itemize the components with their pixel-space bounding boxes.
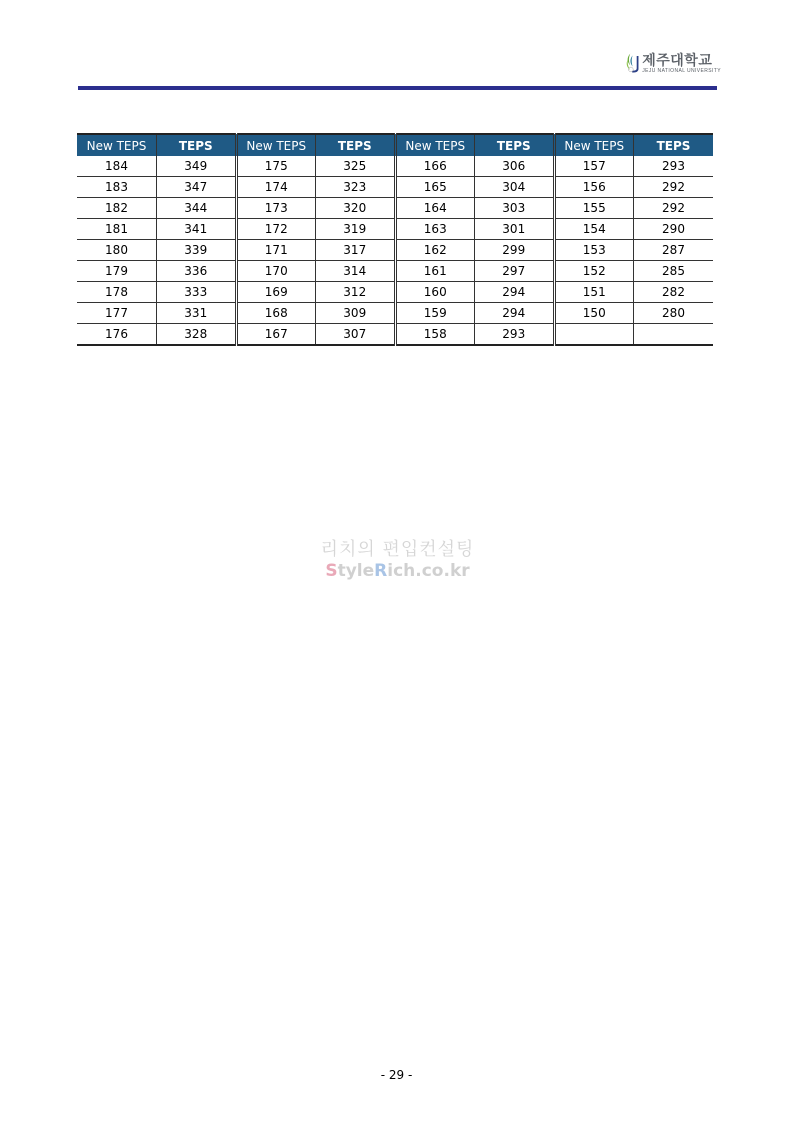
teps-conversion-table xyxy=(77,133,713,346)
table-row xyxy=(77,282,713,303)
table-row xyxy=(77,240,713,261)
table-cell: 299 xyxy=(475,240,555,261)
watermark xyxy=(315,535,480,581)
table-cell: 317 xyxy=(316,240,396,261)
watermark-letter-r: R xyxy=(374,561,388,581)
watermark-text: tyle xyxy=(337,561,375,581)
table-cell: 158 xyxy=(395,324,475,346)
table-cell: 319 xyxy=(316,219,396,240)
table-cell: 166 xyxy=(395,156,475,177)
table-cell: 294 xyxy=(475,282,555,303)
table-header-row xyxy=(77,134,713,156)
table-cell: 162 xyxy=(395,240,475,261)
table-cell: 156 xyxy=(554,177,634,198)
table-row xyxy=(77,198,713,219)
university-emblem-icon xyxy=(625,45,640,81)
table-cell: 150 xyxy=(554,303,634,324)
column-header: TEPS xyxy=(157,134,237,156)
column-header: New TEPS xyxy=(77,134,157,156)
table-cell: 304 xyxy=(475,177,555,198)
table-cell: 159 xyxy=(395,303,475,324)
table-cell: 175 xyxy=(236,156,316,177)
page-number: - 29 - xyxy=(380,1068,413,1082)
column-header: New TEPS xyxy=(236,134,316,156)
table-cell: 292 xyxy=(634,198,714,219)
watermark-line1: 리치의 편입컨설팅 xyxy=(320,539,475,560)
table-cell: 177 xyxy=(77,303,157,324)
column-header: New TEPS xyxy=(395,134,475,156)
table-cell: 153 xyxy=(554,240,634,261)
column-header: TEPS xyxy=(634,134,714,156)
table-cell: 163 xyxy=(395,219,475,240)
table-cell: 152 xyxy=(554,261,634,282)
table-cell: 174 xyxy=(236,177,316,198)
table-cell: 169 xyxy=(236,282,316,303)
table-cell: 178 xyxy=(77,282,157,303)
logo-korean-name: 제주대학교 xyxy=(642,52,713,68)
table-cell: 293 xyxy=(475,324,555,346)
header-rule xyxy=(78,86,717,90)
table-row xyxy=(77,324,713,346)
table-cell: 179 xyxy=(77,261,157,282)
table-cell: 333 xyxy=(157,282,237,303)
table-cell: 172 xyxy=(236,219,316,240)
table-row xyxy=(77,156,713,177)
table-cell: 280 xyxy=(634,303,714,324)
table-cell: 170 xyxy=(236,261,316,282)
table-cell: 347 xyxy=(157,177,237,198)
table-cell: 349 xyxy=(157,156,237,177)
table-cell: 312 xyxy=(316,282,396,303)
watermark-line2 xyxy=(315,561,480,581)
table-cell: 176 xyxy=(105,327,128,341)
table-cell: 341 xyxy=(157,219,237,240)
table-cell xyxy=(634,324,714,346)
table-cell: 331 xyxy=(157,303,237,324)
table-cell: 307 xyxy=(316,324,396,346)
table-cell: 180 xyxy=(77,240,157,261)
table-cell: 328 xyxy=(157,324,237,346)
column-header: TEPS xyxy=(316,134,396,156)
table-cell: 297 xyxy=(475,261,555,282)
table-cell: 173 xyxy=(236,198,316,219)
table-cell: 314 xyxy=(316,261,396,282)
university-logo xyxy=(625,44,721,82)
table-cell: 171 xyxy=(236,240,316,261)
table-cell: 290 xyxy=(634,219,714,240)
table-row xyxy=(77,303,713,324)
table-cell: 181 xyxy=(77,219,157,240)
table-cell: 154 xyxy=(554,219,634,240)
table-cell: 320 xyxy=(316,198,396,219)
table-cell: 287 xyxy=(634,240,714,261)
table-cell xyxy=(554,324,634,346)
table-cell: 182 xyxy=(77,198,157,219)
table-cell: 301 xyxy=(475,219,555,240)
table-body xyxy=(77,156,713,345)
table-cell: 161 xyxy=(395,261,475,282)
watermark-text: ich.co.kr xyxy=(387,561,470,581)
table-cell: 282 xyxy=(634,282,714,303)
table-cell: 151 xyxy=(554,282,634,303)
table-cell: 292 xyxy=(634,177,714,198)
table-row xyxy=(77,219,713,240)
table-cell: 309 xyxy=(316,303,396,324)
table-row xyxy=(77,177,713,198)
table-cell: 303 xyxy=(475,198,555,219)
table-cell: 306 xyxy=(475,156,555,177)
table-cell: 160 xyxy=(395,282,475,303)
table-cell: 183 xyxy=(77,177,157,198)
column-header: New TEPS xyxy=(554,134,634,156)
table-cell: 339 xyxy=(157,240,237,261)
table-cell: 167 xyxy=(236,324,316,346)
table-cell: 293 xyxy=(634,156,714,177)
column-header: TEPS xyxy=(475,134,555,156)
watermark-letter-s: S xyxy=(325,561,338,581)
table-cell: 165 xyxy=(395,177,475,198)
table-cell: 323 xyxy=(316,177,396,198)
logo-english-name: JEJU NATIONAL UNIVERSITY xyxy=(642,68,721,74)
table-cell: 168 xyxy=(236,303,316,324)
table-cell: 294 xyxy=(475,303,555,324)
table-cell: 325 xyxy=(316,156,396,177)
table-cell: 157 xyxy=(554,156,634,177)
table-cell: 155 xyxy=(554,198,634,219)
table-cell: 336 xyxy=(157,261,237,282)
table-cell: 344 xyxy=(157,198,237,219)
table-cell: 285 xyxy=(634,261,714,282)
table-cell: 164 xyxy=(395,198,475,219)
table-cell: 184 xyxy=(77,156,157,177)
table-row xyxy=(77,261,713,282)
